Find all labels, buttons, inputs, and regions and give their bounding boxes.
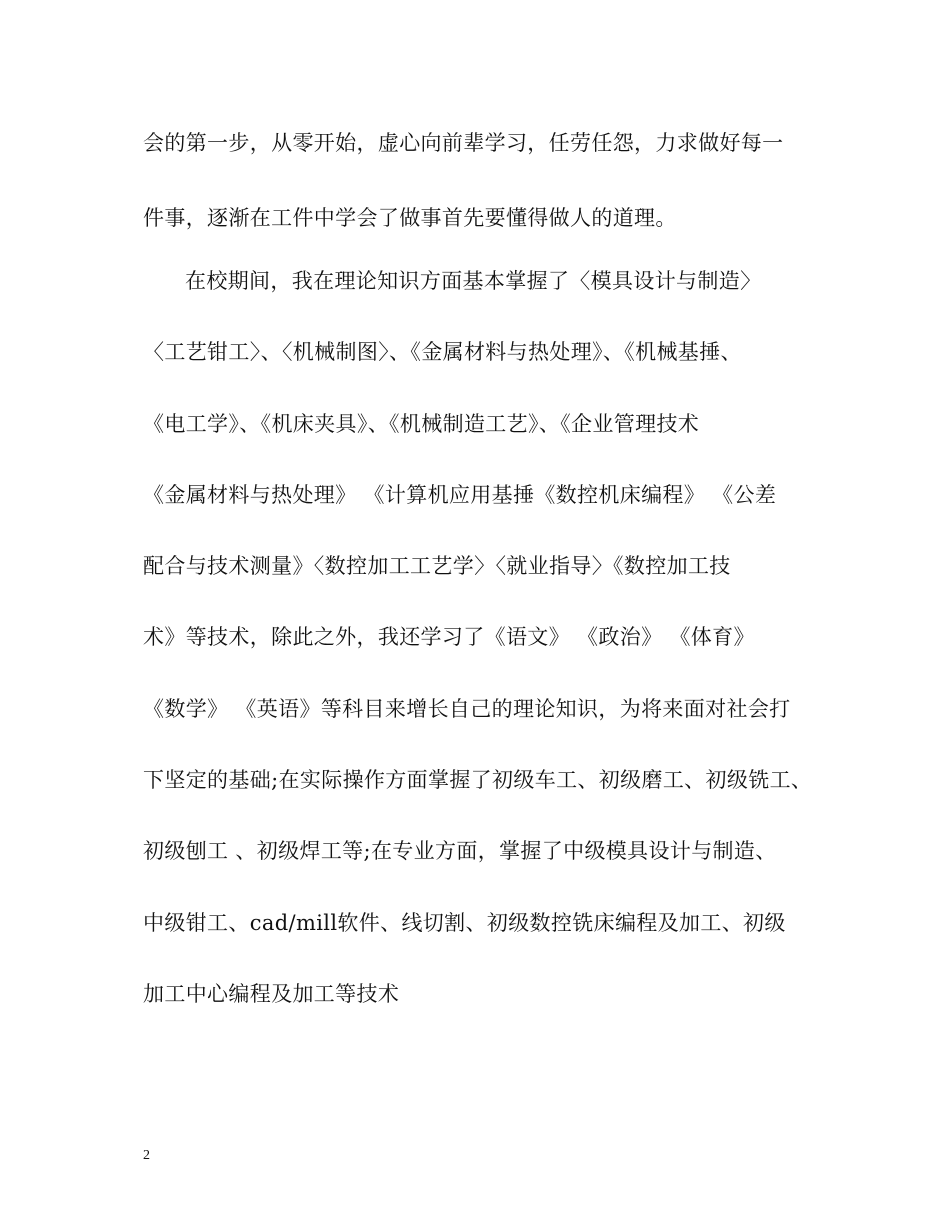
text-line-10: 下坚定的基础;在实际操作方面掌握了初级车工、初级磨工、初级铣工、 bbox=[143, 768, 813, 792]
text-line-12: 中级钳工、cad/mill软件、线切割、初级数控铣床编程及加工、初级 bbox=[143, 911, 786, 935]
text-line-7: 配合与技术测量》〈数控加工工艺学〉〈就业指导〉《数控加工技 bbox=[143, 554, 731, 578]
text-line-5: 《电工学》、《机床夹具》、《机械制造工艺》、《企业管理技术 bbox=[143, 412, 700, 436]
text-line-4: 〈工艺钳工〉、〈机械制图〉、《金属材料与热处理》、《机械基捶、 bbox=[143, 340, 742, 364]
paragraph-start-line: 在校期间，我在理论知识方面基本掌握了〈模具设计与制造〉 bbox=[185, 269, 762, 293]
text-line-11: 初级刨工 、初级焊工等;在专业方面，掌握了中级模具设计与制造、 bbox=[143, 839, 777, 863]
text-line-13: 加工中心编程及加工等技术 bbox=[143, 982, 400, 1006]
text-line-9: 《数学》 《英语》等科目来增长自己的理论知识，为将来面对社会打 bbox=[143, 697, 791, 721]
text-line-1: 会的第一步，从零开始，虚心向前辈学习，任劳任怨，力求做好每一 bbox=[143, 131, 784, 155]
text-line-6: 《金属材料与热处理》 《计算机应用基捶《数控机床编程》 《公差 bbox=[143, 483, 777, 507]
text-line-8: 术》等技术，除此之外，我还学习了《语文》 《政治》 《体育》 bbox=[143, 625, 755, 649]
text-line-2: 件事，逐渐在工件中学会了做事首先要懂得做人的道理。 bbox=[143, 206, 677, 230]
page-number: 2 bbox=[143, 1148, 150, 1163]
